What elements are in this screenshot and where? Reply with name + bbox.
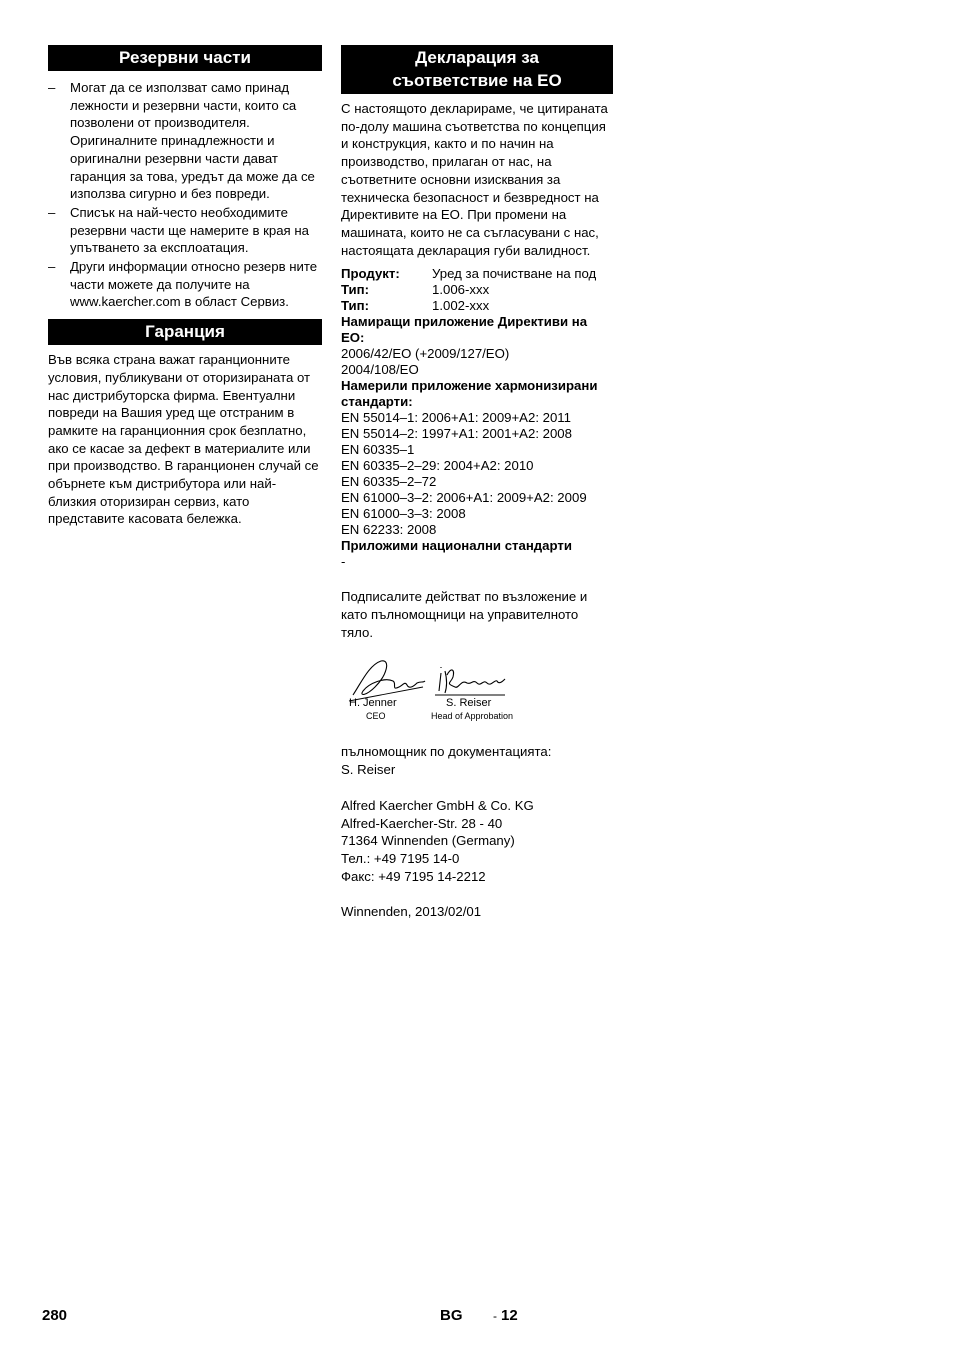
company-city: 71364 Winnenden (Germany) bbox=[341, 833, 515, 849]
national-standards-value: - bbox=[341, 554, 346, 570]
standard-item: EN 61000–3–3: 2008 bbox=[341, 506, 466, 522]
signature-block bbox=[341, 657, 613, 735]
doc-representative-label: пълномощник по документацията: bbox=[341, 744, 552, 760]
declaration-specs bbox=[341, 266, 613, 570]
directives-heading: Намиращи приложение Директиви на ЕО: bbox=[341, 314, 588, 346]
spacer bbox=[341, 885, 613, 903]
national-standards-heading: Приложими национални стандарти bbox=[341, 538, 572, 554]
section-page-number bbox=[493, 1307, 518, 1324]
company-phone: Тел.: +49 7195 14-0 bbox=[341, 850, 460, 866]
spare-parts-heading: Резервни части bbox=[48, 45, 322, 71]
standard-item: EN 60335–2–72 bbox=[341, 474, 437, 490]
standard-item: EN 61000–3–2: 2006+A1: 2009+A2: 2009 bbox=[341, 490, 587, 506]
company-name: Alfred Kaercher GmbH & Co. KG bbox=[341, 797, 534, 813]
type-value: 1.002-xxx bbox=[432, 298, 490, 314]
list-item: – Други информации относно резерв ните части можете да получите на www.kaercher.com в област Сервиз. bbox=[48, 258, 322, 311]
list-item: – Могат да се използват само принад лежности и резервни части, които са позволени от производителя. Оригиналните принадлежности и оригинални резервни части дават гаранция за това, уредът да може да се използва сигурно и без повреди. bbox=[48, 79, 322, 203]
section-page-value: 12 bbox=[501, 1307, 518, 1324]
doc-representative-name: S. Reiser bbox=[341, 762, 396, 778]
declaration-heading-line-1: Декларация за bbox=[415, 48, 539, 67]
type-row bbox=[341, 282, 613, 298]
standard-item: EN 55014–1: 2006+A1: 2009+A2: 2011 bbox=[341, 410, 572, 426]
type-label: Тип: bbox=[341, 298, 370, 314]
signature-name: S. Reiser bbox=[446, 697, 492, 710]
standards-heading: Намерили приложение хармонизирани стандарти: bbox=[341, 378, 598, 410]
spare-parts-list bbox=[48, 79, 322, 311]
standard-item: EN 62233: 2008 bbox=[341, 522, 437, 538]
signature-reiser bbox=[431, 657, 511, 697]
signature-role: Head of Approbation bbox=[431, 711, 514, 722]
company-fax: Факс: +49 7195 14-2212 bbox=[341, 868, 486, 884]
product-label: Продукт: bbox=[341, 266, 400, 282]
signature-name: H. Jenner bbox=[349, 697, 397, 710]
declaration-heading-line-2: съответствие на ЕО bbox=[392, 71, 562, 90]
spacer bbox=[341, 779, 613, 797]
directive-item: 2004/108/EO bbox=[341, 362, 419, 378]
page-number: 280 bbox=[42, 1307, 68, 1324]
list-item: – Списък на най-често необходимите резервни части ще намерите в края на упътването за експлоатация. bbox=[48, 204, 322, 257]
standard-item: EN 60335–1 bbox=[341, 442, 415, 458]
signature-role: CEO bbox=[366, 711, 386, 722]
place-date: Winnenden, 2013/02/01 bbox=[341, 904, 482, 920]
directive-item: 2006/42/EO (+2009/127/EO) bbox=[341, 346, 510, 362]
product-row bbox=[341, 266, 613, 282]
left-column bbox=[48, 45, 322, 528]
language-code: BG bbox=[440, 1307, 463, 1324]
product-value: Уред за почистване на под bbox=[432, 266, 597, 282]
spacer bbox=[341, 570, 613, 588]
company-street: Alfred-Kaercher-Str. 28 - 40 bbox=[341, 815, 503, 831]
type-label: Тип: bbox=[341, 282, 370, 298]
standard-item: EN 55014–2: 1997+A1: 2001+A2: 2008 bbox=[341, 426, 572, 442]
declaration-heading bbox=[341, 45, 613, 94]
type-value: 1.006-xxx bbox=[432, 282, 490, 298]
right-column bbox=[341, 45, 613, 921]
signatories-text: Подписалите действат по възложение и като пълномощници на управителното тяло. bbox=[341, 589, 588, 640]
type-row bbox=[341, 298, 613, 314]
warranty-heading: Гаранция bbox=[48, 319, 322, 345]
separator: - bbox=[493, 1309, 497, 1323]
standard-item: EN 60335–2–29: 2004+A2: 2010 bbox=[341, 458, 534, 474]
declaration-intro: С настоящото декларираме, че цитираната по-долу машина съответства по концепция и конструкция, както и по начин на производство, прилаган от нас, на съответните основни изисквания за техническа безопасност и безвредност на Директивите на ЕО. При промени на машината, които не са съгласувани с нас, настоящата декларация губи валидност. bbox=[341, 101, 608, 258]
warranty-text: Във всяка страна важат гаранционните условия, публикувани от оторизираната от нас дистрибуторска фирма. Евентуални повреди на Вашия уред ще отстраним в рамките на гаранционния срок безплатно, ако се касае за дефект в материалите или при производство. В гаранционен случай се обърнете към дистрибутора или най-близкия оторизиран сервиз, като представите касовата бележка. bbox=[48, 352, 319, 527]
